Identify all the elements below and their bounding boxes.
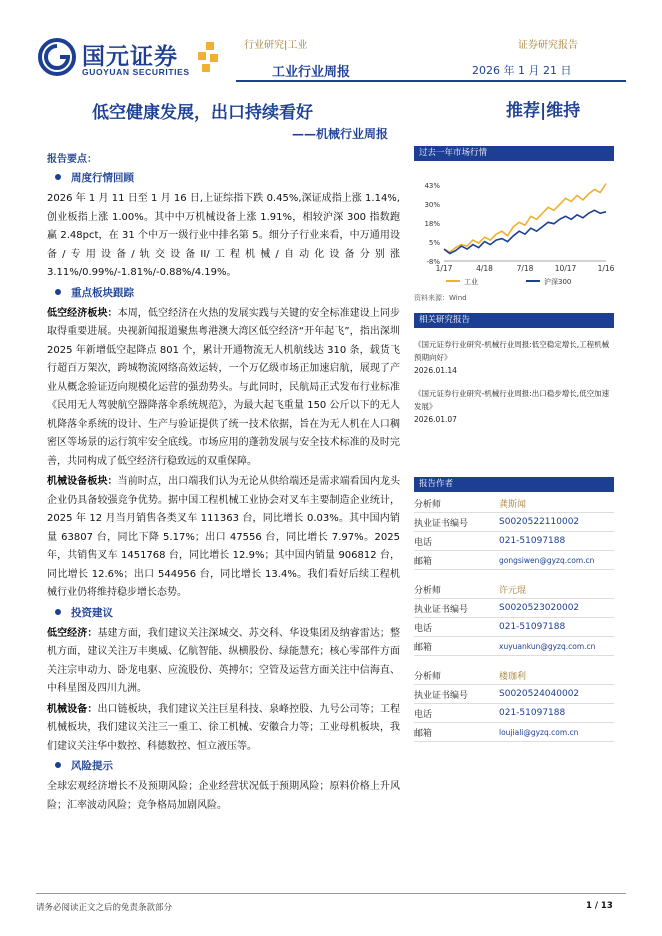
y-tick-label: 30% [424, 201, 440, 209]
x-tick-label: 1/17 [435, 264, 453, 273]
weekly-review-text: 2026 年 1 月 11 日至 1 月 16 日,上证综指下跌 0.45%,深证成指上涨 1.14%,创业板指上涨 1.00%。其中中万机械设备上涨 1.91%，相较沪深 300 指数跑赢 2.48pct，在 31 个中万一级行业中排名第 5。细分子行业来看，中万通用设备/专用设备/轨交设备II/工程机械/自动化设备分别涨 3.11%/0.99%/-1.81%/-0.88%/4.19%。 [47, 193, 400, 278]
chart-source: 资料来源：Wind [414, 294, 467, 302]
bullet-icon [55, 762, 61, 768]
author-phone: 021-51097188 [499, 708, 566, 718]
author-email[interactable]: gongsiwen@gyzq.com.cn [499, 555, 595, 565]
author-phone: 021-51097188 [499, 622, 566, 632]
bullet-icon [55, 174, 61, 180]
report-date: 2026 年 1 月 21 日 [472, 64, 572, 77]
y-tick-label: 18% [424, 220, 440, 228]
risk-text: 全球宏观经济增长不及预期风险；企业经营状况低于预期风险；原料价格上升风险；汇率波动风险；竞争格局加剧风险。 [47, 781, 400, 811]
series-line-csi300 [444, 210, 606, 253]
focus-low-altitude-text: 低空经济板块：本周，低空经济在火热的发展实践与关键的安全标准建设上同步取得重要进展。央视新闻报道聚焦粤港澳大湾区低空经济“开年起飞”，指出深圳 2025 年新增低空起降点 801 个，累计开通物流无人机航线达 310 条，载货飞行超百万架次，跨城物流网络高效运转，一个万亿级市场正加速启航，展现了产业从概念验证迈向规模化运营的强劲势头。与此同时，民航局正式发布行业标准《民用无人驾驶航空器降落伞系统规范》，为最大起飞重量 150 公斤以下的无人机降落伞系统的设计、生产与验证提供了统一技术依据，旨在为无人机在人口稠密区等场景的运行筑牢安全底线。市场应用的蓬勃发展与安全技术标准的及时完善，共同构成了低空经济行稳致远的双重保障。 [47, 307, 401, 467]
guoyuan-logo-icon [38, 38, 76, 76]
author-email[interactable]: loujiali@gyzq.com.cn [499, 727, 579, 737]
author-license: S0020523020002 [499, 603, 580, 613]
author-block: 分析师 楼珈利 执业证书编号 S0020524040002 电话 021-51097188 邮箱 loujiali@gyzq.com.cn [414, 666, 614, 742]
section-heading-weekly-review: 周度行情回顾 [47, 170, 400, 185]
report-subtitle: ——机械行业周报 [292, 127, 389, 141]
related-report-item[interactable]: 《国元证券行业研究-机械行业周报:低空稳定增长,工程机械预期向好》 2026.01.14 [414, 340, 610, 375]
section-heading-focus: 重点板块跟踪 [47, 285, 400, 300]
investment-low-altitude-text: 低空经济：基建方面，我们建议关注深城交、苏交科、华设集团及纳睿雷达；整机方面，建议关注万丰奥威、亿航智能、纵横股份、绿能慧充；核心零部件方面关注宗申动力、卧龙电驱、应流股份、英搏尔；空管及运营方面关注中信海直、中科星图及四川九洲。 [47, 627, 401, 694]
section-heading-investment: 投资建议 [47, 605, 400, 620]
section-heading-risk: 风险提示 [47, 758, 400, 773]
author-name: 龚斯闻 [499, 499, 527, 510]
x-tick-label: 10/17 [554, 264, 577, 273]
sidebar [414, 146, 614, 426]
report-category: 行业研究|工业 [244, 40, 308, 51]
related-report-item[interactable]: 《国元证券行业研究-机械行业周报:出口稳步增长,低空加速发展》 2026.01.07 [414, 389, 610, 424]
y-tick-label: 43% [424, 182, 440, 190]
report-type: 证券研究报告 [518, 40, 578, 51]
legend-label: 沪深300 [544, 278, 572, 286]
author-name: 许元琨 [499, 585, 527, 596]
logo-accent-icon [196, 42, 222, 76]
key-points-label: 报告要点： [47, 154, 97, 165]
author-phone: 021-51097188 [499, 536, 566, 546]
report-title: 低空健康发展，出口持续看好 [92, 103, 313, 123]
x-tick-label: 7/18 [516, 264, 534, 273]
author-block: 分析师 龚斯闻 执业证书编号 S0020522110002 电话 021-51097188 邮箱 gongsiwen@gyzq.com.cn [414, 494, 614, 570]
logo-english-name: GUOYUAN SECURITIES [82, 67, 190, 77]
market-chart [414, 161, 614, 289]
footer-divider [36, 893, 626, 894]
related-reports-header: 相关研究报告 [414, 313, 614, 328]
legend-label: 工业 [464, 278, 478, 286]
investment-machinery-text: 机械设备：出口链板块，我们建议关注巨星科技、泉峰控股、九号公司等；工程机械板块，我们建议关注三一重工、徐工机械、安徽合力等；工业母机板块，我们建议关注华中数控、科德数控、恒立液压等。 [47, 703, 401, 752]
bullet-icon [55, 609, 61, 615]
authors-header: 报告作者 [414, 477, 614, 492]
footer-disclaimer: 请务必阅读正文之后的免责条款部分 [36, 903, 173, 913]
page-number: 1 / 13 [586, 901, 613, 911]
author-block: 分析师 许元琨 执业证书编号 S0020523020002 电话 021-51097188 邮箱 xuyuankun@gyzq.com.cn [414, 580, 614, 656]
key-points [47, 150, 400, 817]
author-email[interactable]: xuyuankun@gyzq.com.cn [499, 641, 596, 651]
x-tick-label: 1/16 [597, 264, 614, 273]
weekly-label: 工业行业周报 [272, 65, 351, 80]
header-divider [236, 80, 626, 82]
rating: 推荐|维持 [506, 101, 581, 121]
author-name: 楼珈利 [499, 671, 527, 682]
market-panel-header: 过去一年市场行情 [414, 146, 614, 161]
author-license: S0020522110002 [499, 517, 580, 527]
y-tick-label: 5% [428, 239, 440, 247]
author-license: S0020524040002 [499, 689, 580, 699]
y-tick-label: -8% [426, 258, 440, 266]
market-chart-svg [414, 161, 614, 289]
focus-machinery-text: 机械设备板块：当前时点，出口端我们认为无论从供给端还是需求端看国内龙头企业仍具备较强竞争优势。据中国工程机械工业协会对叉车主要制造企业统计，2025 年 12 月当月销售各类叉车 111363 台，同比增长 0.03%。其中国内销量 63807 台，同比下降 5.17%；出口 47556 台，同比增长 7.97%。2025 年，共销售叉车 1451768 台，同比增长 12.9%；其中国内销量 906812 台，同比增长 12.6%；出口 544956 台，同比增长 13.4%。我们看好后续工程机械行业仍将维持稳步增长态势。 [47, 476, 401, 598]
logo-chinese-name: 国元证券 [82, 44, 178, 70]
x-tick-label: 4/18 [476, 264, 493, 273]
bullet-icon [55, 289, 61, 295]
